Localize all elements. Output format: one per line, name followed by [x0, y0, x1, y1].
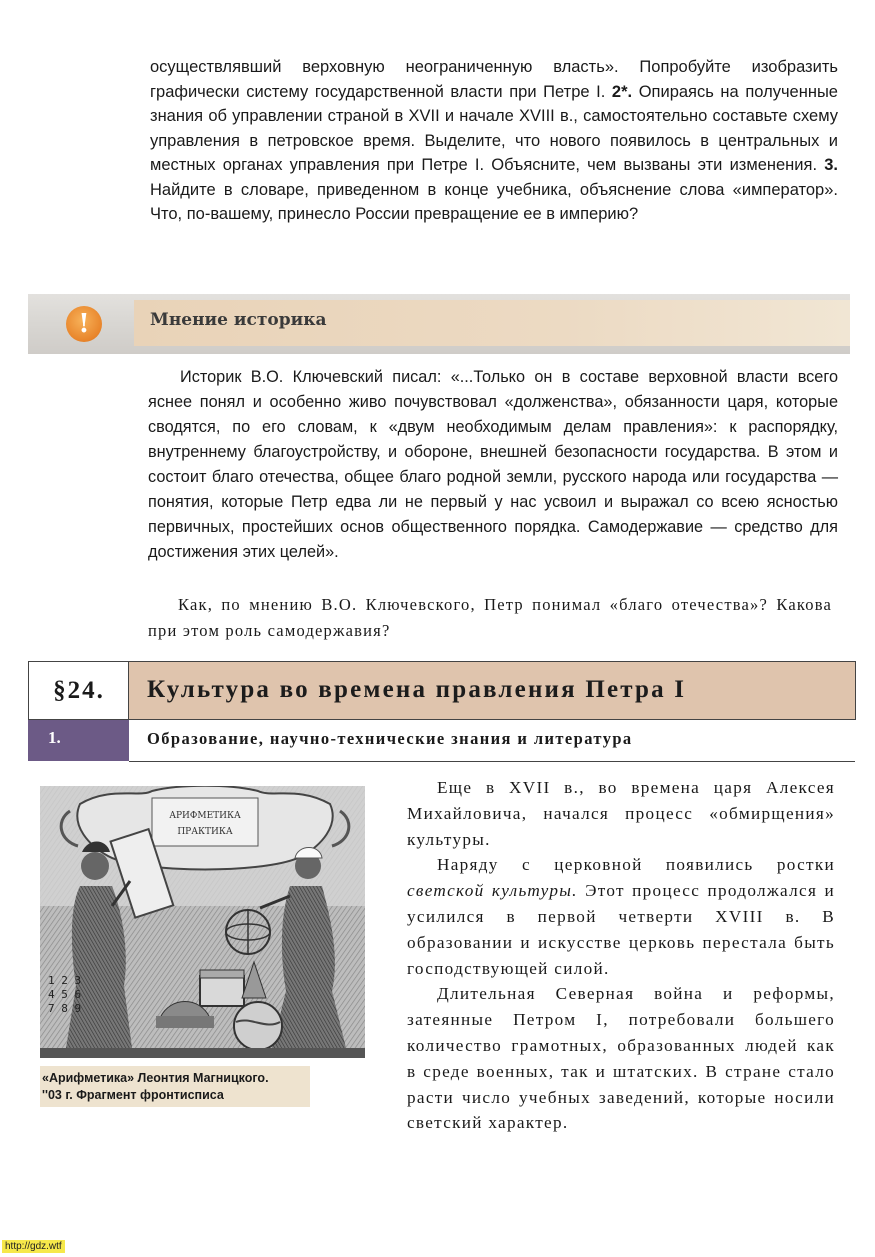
figure-numbers-row-3: 7 8 9: [48, 1002, 82, 1015]
historian-opinion-banner: [28, 294, 850, 354]
banner-title: Мнение историка: [150, 310, 327, 330]
quote-paragraph: Историк В.О. Ключевский писал: «...Только он в составе верховной власти всего яснее понял и особенно живо почувствовал «долженства», обязанности царя, которые сводятся, по его словам, к «двум необходимым делам правления»: к распорядку, внутреннему благоустройству, и обороне, внешней безопасности государства. В этом и состоит благо отечества, общее благо родной земли, русского народа или государства — понятия, которые Петр едва ли не первый у нас усвоил и выражал со всею ясностью первичных, простейших основ общественного порядка. Самодержавие — средство для достижения этих целей».: [148, 368, 838, 561]
frontispiece-engraving: [40, 786, 365, 1058]
caption-line-2: ''03 г. Фрагмент фронтисписа: [42, 1088, 224, 1102]
body-paragraph-2: [407, 852, 835, 981]
subsection-number-box: [28, 720, 129, 761]
body-paragraph-2-start: Наряду с церковной появились ростки: [437, 855, 835, 875]
body-paragraph-1: Еще в XVII в., во времена царя Алексея Михайловича, начался процесс «обмирщения» культуры.: [407, 778, 835, 849]
cartouche-text-2: ПРАКТИКА: [177, 827, 233, 837]
figure-caption: [40, 1066, 310, 1107]
subsection-number: 1.: [48, 728, 61, 747]
assignment-text: [150, 55, 838, 227]
body-paragraph-3: Длительная Северная война и реформы, затеянные Петром I, потребовали большего количество грамотных, образованных людей как в среде военных, так и штатских. В стране стало расти число учебных заведений, которые носили светский характер.: [407, 984, 835, 1133]
section-body: [407, 775, 835, 1136]
secular-culture-term: светской культуры.: [407, 881, 578, 901]
assignment-part-3: Найдите в словаре, приведенном в конце учебника, объяснение слова «император». Что, по-вашему, принесло России превращение ее в империю?: [150, 180, 838, 223]
figure-numbers-row-2: 4 5 6: [48, 988, 82, 1001]
exclamation-icon: !: [66, 306, 102, 342]
section-header: [28, 661, 855, 761]
section-title-box: [128, 661, 856, 720]
question-number-3: 3.: [824, 156, 838, 174]
frontispiece-image: [40, 786, 365, 1058]
assignment-part-2: Опираясь на полученные знания об управлении страной в XVII и начале XVIII в., самостоятельно составьте схему управления в петровское время. Выделите, что нового появилось в центральных и местных органах управления при Петре I. Объясните, чем вызваны эти изменения.: [150, 82, 838, 174]
subsection-title: Образование, научно-технические знания и литература: [147, 729, 633, 748]
figure-numbers-row-1: 1 2 3: [48, 974, 82, 987]
question-number-2: 2*.: [611, 82, 633, 101]
body-paragraph-2-end: Этот процесс продолжался и усилился в первой четверти XVIII в. В образовании и искусстве церковь перестала быть господствующей силой.: [407, 881, 835, 978]
opinion-question: Как, по мнению В.О. Ключевского, Петр понимал «благо отечества»? Какова при этом роль самодержавия?: [148, 595, 832, 640]
source-url-link[interactable]: http://gdz.wtf: [2, 1240, 65, 1253]
section-title: Культура во времена правления Петра I: [147, 676, 687, 703]
subsection-title-box: [129, 720, 855, 762]
caption-line-1: «Арифметика» Леонтия Магницкого.: [42, 1071, 269, 1085]
historian-quote: [148, 365, 838, 565]
section-number: §24.: [28, 661, 129, 720]
cartouche-text-1: АРИФМЕТИКА: [169, 811, 241, 821]
assignment-part-1: осуществлявший верховную неограниченную власть». Попробуйте изобразить графически систему государственной власти при Петре I.: [150, 58, 838, 101]
